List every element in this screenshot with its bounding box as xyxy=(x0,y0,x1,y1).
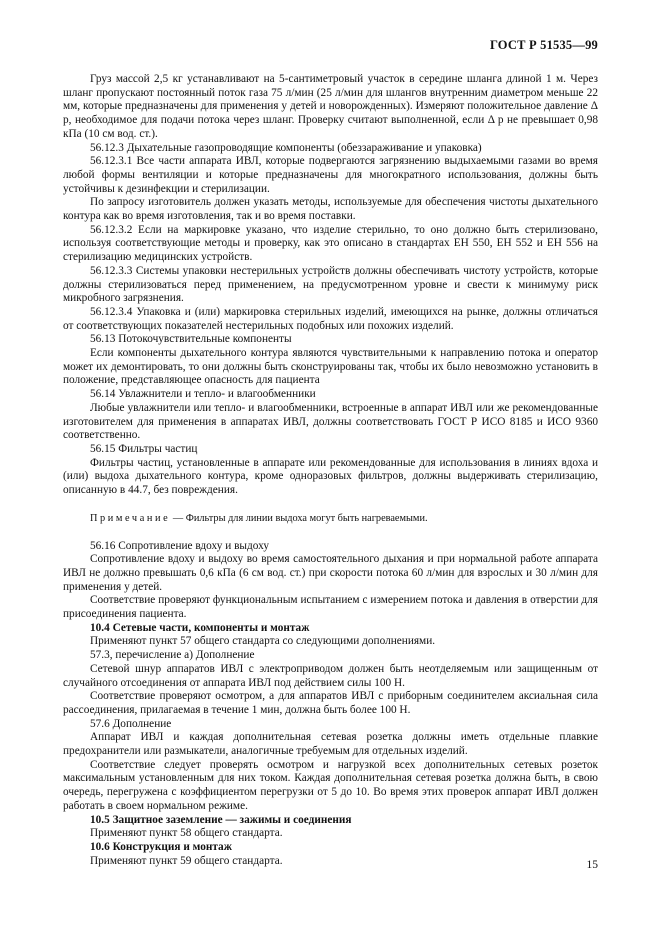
paragraph: 56.12.3.2 Если на маркировке указано, что изделие стерильно, то оно должно быть стерилизовано, используя соответствующие методы и проверку, как это описано в стандартах ЕН 550, ЕН 552 и ЕН 556 на стерилизацию медицинских устройств. xyxy=(63,223,598,264)
paragraph: Применяют пункт 57 общего стандарта со следующими дополнениями. xyxy=(90,635,436,648)
paragraph: 56.12.3.1 Все части аппарата ИВЛ, которые подвергаются загрязнению выдыхаемыми газами во время любой формы вентиляции и которые предназначены для многократного использования, должны быть устойчивы к дезинфекции и стерилизации. xyxy=(63,155,598,195)
paragraph: Применяют пункт 59 общего стандарта. xyxy=(90,854,283,867)
note xyxy=(63,512,598,526)
paragraph: Груз массой 2,5 кг устанавливают на 5-сантиметровый участок в середине шланга длиной 1 м. Через шланг пропускают постоянный поток газа 75 л/мин (25 л/мин для шлангов внутренним диаметром меньше 22 мм, которые предназначены для применения у детей и новорожденных). Измеряют положительное давление Δ р, необходимое для подачи потока через шланг. Проверку считают выполненной, если Δ р не превышает 0,98 кПа (10 см вод. ст.). xyxy=(63,73,598,140)
page-number: 15 xyxy=(586,859,598,871)
section-heading: 56.16 Сопротивление вдоху и выдоху xyxy=(90,539,270,552)
section-heading: 57.3, перечисление а) Дополнение xyxy=(90,649,255,662)
section-heading-bold: 10.5 Защитное заземление — зажимы и соединения xyxy=(90,813,352,826)
paragraph: 56.12.3.3 Системы упаковки нестерильных устройств должны обеспечивать чистоту устройств, которые должны стерилизоваться перед применением, на предусмотренном уровне и свести к минимуму риск микробного загрязнения. xyxy=(63,264,598,305)
paragraph: Аппарат ИВЛ и каждая дополнительная сетевая розетка должны иметь отдельные плавкие предохранители или размыкатели, аналогичные требуемым для отдельных изделий. xyxy=(63,731,598,758)
section-heading: 56.15 Фильтры частиц xyxy=(90,442,198,455)
paragraph: 56.12.3.4 Упаковка и (или) маркировка стерильных изделий, имеющихся на рынке, должны отличаться от соответствующих показателей нестерильных подобных или похожих изделий. xyxy=(63,305,598,332)
section-heading: 56.14 Увлажнители и тепло- и влагообменники xyxy=(90,388,316,401)
paragraph: Соответствие следует проверять осмотром и нагрузкой всех дополнительных сетевых розеток максимальным установленным для них током. Каждая дополнительная сетевая розетка должна быть, в свою очередь, перегружена с коэффициентом перегрузки от 5 до 10. Во время этих проверок аппарат ИВЛ должен работать в своем нормальном режиме. xyxy=(63,758,598,812)
paragraph: Если компоненты дыхательного контура являются чувствительными к направлению потока и оператор может их демонтировать, то они должны быть сконструированы так, чтобы их было невозможно установить в положение, представляющее опасность для пациента xyxy=(63,347,598,387)
paragraph: Соответствие проверяют функциональным испытанием с измерением потока и давления в отверстии для присоединения пациента. xyxy=(63,594,598,621)
paragraph: Сопротивление вдоху и выдоху во время самостоятельного дыхания и при нормальной работе аппарата ИВЛ не должно превышать 0,6 кПа (6 см вод. ст.) при скорости потока 60 л/мин для взрослых и 30 л/мин для применения у детей. xyxy=(63,553,598,593)
section-heading-bold: 10.6 Конструкция и монтаж xyxy=(90,840,232,853)
paragraph: Любые увлажнители или тепло- и влагообменники, встроенные в аппарат ИВЛ или же рекомендованные изготовителем для применения в аппаратах ИВЛ, должны соответствовать ГОСТ Р ИСО 8185 и ИСО 9360 соответственно. xyxy=(63,401,598,442)
section-heading: 57.6 Дополнение xyxy=(90,717,172,730)
note-lead: Примечание xyxy=(90,512,171,524)
paragraph: По запросу изготовитель должен указать методы, используемые для обеспечения чистоты дыхательного контура как во время изготовления, так и во время поставки. xyxy=(63,196,598,223)
note-text: — Фильтры для линии выдоха могут быть нагреваемыми. xyxy=(170,512,428,524)
paragraph: Сетевой шнур аппаратов ИВЛ с электроприводом должен быть неотделяемым или защищенным от случайного отсоединения от аппарата ИВЛ под действием силы 100 Н. xyxy=(63,662,598,689)
section-heading: 56.12.3 Дыхательные газопроводящие компоненты (обеззараживание и упаковка) xyxy=(90,141,482,154)
section-heading-bold: 10.4 Сетевые части, компоненты и монтаж xyxy=(90,621,310,634)
standard-header: ГОСТ Р 51535—99 xyxy=(489,38,598,52)
section-heading: 56.13 Потокочувствительные компоненты xyxy=(90,333,292,346)
paragraph: Фильтры частиц, установленные в аппарате или рекомендованные для использования в линиях вдоха и (или) выдоха дыхательного контура, кроме одноразовых фильтров, должны выдерживать стерилизацию, описанную в 44.7, без повреждения. xyxy=(63,456,598,497)
document-body xyxy=(63,73,598,868)
paragraph: Соответствие проверяют осмотром, а для аппаратов ИВЛ с приборным соединителем аксиальная сила рассоединения, прилагаемая в течение 1 мин, должна быть более 100 Н. xyxy=(63,690,598,716)
paragraph: Применяют пункт 58 общего стандарта. xyxy=(90,827,283,840)
